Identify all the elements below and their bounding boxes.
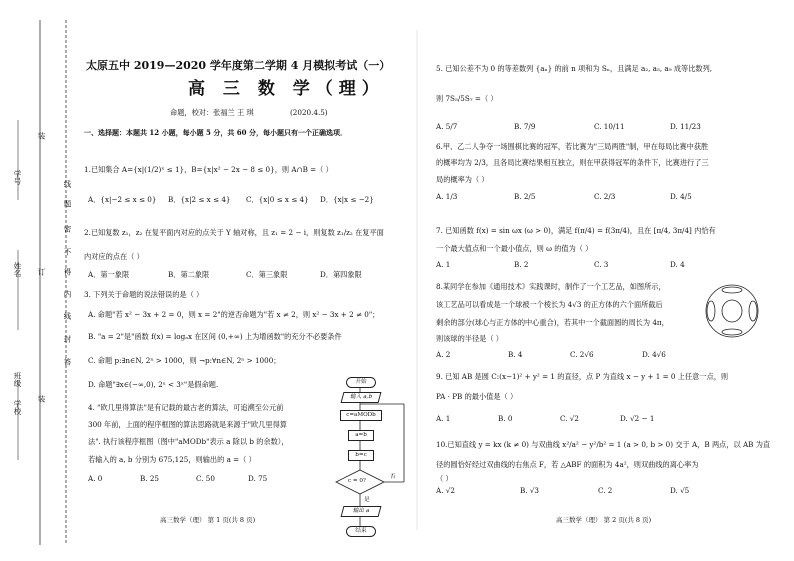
flowchart-input: 输入 a,b bbox=[341, 392, 382, 403]
flowchart bbox=[326, 374, 418, 544]
binding-margin bbox=[0, 0, 72, 561]
seal-char: 装 bbox=[37, 132, 46, 140]
q2-option-d: D．第四象限 bbox=[320, 270, 362, 279]
footer-right: 高三数学（理） 第 2 页(共 8 页) bbox=[556, 516, 652, 524]
q8-line4: 则该球的半径是（ ） bbox=[436, 334, 503, 343]
q5-option-c: C. 10/11 bbox=[594, 122, 625, 131]
q10-option-b: B. √3 bbox=[520, 486, 540, 495]
footer-left: 高三数学（理） 第 1 页(共 8 页) bbox=[160, 516, 256, 524]
q6-option-d: D. 4/5 bbox=[670, 192, 692, 201]
binding-label-class: 班级 bbox=[13, 372, 22, 387]
subject-title: 高 三 数 学（理） bbox=[188, 79, 385, 99]
q5-stem: 5. 已知公差不为 0 的等差数列 {aₙ} 的前 n 项和为 Sₙ，且满足 a₂, a₅, a₉ 成等比数列, bbox=[436, 64, 713, 73]
q7-option-d: D. 4 bbox=[670, 260, 685, 269]
q10-option-a: A. √2 bbox=[436, 486, 455, 495]
q3-stem: 3. 下列关于命题的说法错误的是（ ） bbox=[84, 290, 204, 299]
flowchart-step-a: a=b bbox=[348, 430, 374, 441]
seal-char: 装 bbox=[37, 395, 46, 403]
q1-option-d: D．{x|x ≤ −2} bbox=[320, 195, 374, 204]
q10-option-d: D. √5 bbox=[670, 486, 690, 495]
q10-line3: （ ） bbox=[436, 474, 453, 483]
flowchart-yes-label: 是 bbox=[364, 497, 370, 503]
q10-line1: 10.已知直线 y = kx (k ≠ 0) 与双曲线 x²/a² − y²/b² = 1 (a > 0, b > 0) 交于 A，B 两点，以 AB 为直 bbox=[436, 440, 771, 449]
q9-option-a: A. 1 bbox=[436, 414, 451, 423]
flowchart-step-b: b=c bbox=[348, 450, 374, 461]
q9-option-c: C. √2 bbox=[560, 414, 579, 423]
q7-line2: 一个最大值点和一个最小值点，则 ω 的值为（ ） bbox=[436, 244, 593, 253]
seal-char: 线 bbox=[63, 312, 72, 320]
flowchart-condition: c = 0? bbox=[348, 478, 366, 484]
q4-line1: 4. "欧几里得算法"是有记载的最古老的算法，可追溯至公元前 bbox=[88, 403, 284, 412]
q6-option-c: C. 2/3 bbox=[594, 192, 616, 201]
flowchart-output: 输出 a bbox=[341, 506, 382, 517]
q6-line2: 的概率均为 2/3，且各局比赛结果相互独立，则在甲获得冠军的条件下，比赛进行了三 bbox=[436, 158, 709, 167]
q1-option-b: B．{x|2 ≤ x ≤ 4} bbox=[168, 195, 231, 204]
q8-option-a: A. 2 bbox=[436, 350, 451, 359]
q5-stem2: 则 7S₅/5S₇ =（ ） bbox=[436, 94, 498, 103]
seal-char: 题 bbox=[63, 200, 72, 208]
q3-option-b: B. "a = 2"是"函数 f(x) = logₐx 在区间 (0,+∞) 上为增函数"的充分不必要条件 bbox=[88, 332, 342, 341]
binding-lines bbox=[0, 0, 72, 561]
seal-char: 封 bbox=[63, 335, 72, 343]
q2-option-c: C．第三象限 bbox=[246, 270, 288, 279]
q6-line1: 6.甲、乙二人争夺一场围棋比赛的冠军，若比赛为"三局两胜"制，甲在每局比赛中获胜 bbox=[436, 142, 709, 151]
seal-char: 订 bbox=[37, 268, 46, 276]
exam-date: (2020.4.5) bbox=[290, 108, 328, 117]
flowchart-no-label: 否 bbox=[390, 474, 396, 480]
q4-line4: 若输入的 a, b 分别为 675,125，则输出的 a =（ ） bbox=[88, 455, 256, 464]
q2-stem-line1: 2.已知复数 z₁，z₂ 在复平面内对应的点关于 Y 轴对称，且 z₁ = 2 − i，则复数 z₁/z₂ 在复平面 bbox=[84, 228, 384, 237]
q4-line3: 法". 执行该程序框图（图中"aMODb"表示 a 除以 b 的余数）， bbox=[88, 437, 289, 446]
q3-option-d: D. 命题"∃x∈(−∞,0), 2ˣ < 3ˣ"是假命题. bbox=[88, 380, 219, 389]
q6-option-a: A. 1/3 bbox=[436, 192, 458, 201]
q4-option-b: B. 25 bbox=[140, 474, 159, 483]
seal-char: 线 bbox=[63, 180, 72, 188]
q8-option-d: D. 4√6 bbox=[642, 350, 666, 359]
q4-option-c: C. 50 bbox=[196, 474, 215, 483]
q8-option-b: B. 4 bbox=[508, 350, 523, 359]
q4-line2: 300 年前，上面的程序框图的算法思路就是来源于"欧几里得算 bbox=[88, 420, 287, 429]
q1-option-a: A．{x|−2 ≤ x ≤ 0} bbox=[88, 195, 157, 204]
q1-option-c: C．{x|0 ≤ x ≤ 4} bbox=[246, 195, 309, 204]
q8-line2: 该工艺品可以看成是一个球被一个棱长为 4√3 的正方体的六个面所截后 bbox=[436, 300, 663, 309]
q1-stem: 1.已知集合 A={x|(1/2)ˣ ≤ 1}，B={x|x² − 2x − 8 ≤ 0}，则 A∩B =（ ） bbox=[84, 165, 333, 174]
q7-option-a: A. 1 bbox=[436, 260, 451, 269]
q9-option-d: D. √2 − 1 bbox=[620, 414, 655, 423]
q3-option-a: A. 命题"若 x² − 3x + 2 = 0，则 x = 2"的逆否命题为"若 x ≠ 2，则 x² − 3x + 2 ≠ 0"； bbox=[88, 310, 380, 319]
section-title: 一、选择题：本题共 12 小题，每小题 5 分，共 60 分，每小题只有一个正确选项． bbox=[84, 128, 347, 137]
binding-label-name: 姓名 bbox=[13, 262, 22, 277]
q7-line1: 7. 已知函数 f(x) = sin ωx (ω > 0)，满足 f(π/4) = f(3π/4)，且在 [π/4, 3π/4] 内恰有 bbox=[436, 226, 716, 235]
seal-char: 密 bbox=[63, 225, 72, 233]
q9-line2: PA · PB 的最小值是（ ） bbox=[436, 392, 518, 401]
flowchart-end: 结束 bbox=[346, 526, 376, 537]
q3-option-c: C. 命题 p:∃n∈N, 2ⁿ > 1000，则 ¬p:∀n∈N, 2ⁿ > 1000； bbox=[88, 356, 281, 365]
q8-line1: 8.某同学在参加《通用技术》实践课时，制作了一个工艺品，如图所示， bbox=[436, 282, 666, 291]
q9-option-b: B. 0 bbox=[498, 414, 513, 423]
seal-char: 答 bbox=[63, 358, 72, 366]
q9-line1: 9. 已知 AB 是圆 C:(x−1)² + y² = 1 的直径，点 P 为直线 x − y + 1 = 0 上任意一点，则 bbox=[436, 372, 729, 381]
exam-title: 太原五中 2019—2020 学年度第二学期 4 月模拟考试（一） bbox=[86, 59, 391, 72]
seal-char: 不 bbox=[63, 248, 72, 256]
q10-option-c: C. 2 bbox=[598, 486, 613, 495]
q6-line3: 局的概率为（ ） bbox=[436, 175, 489, 184]
q7-option-b: B. 2 bbox=[514, 260, 529, 269]
seal-char: 得 bbox=[63, 268, 72, 276]
q8-line3: 剩余的部分(球心与正方体的中心重合)，若其中一个截面圆的周长为 4π， bbox=[436, 318, 669, 327]
q2-option-b: B．第二象限 bbox=[168, 270, 210, 279]
q4-option-a: A. 0 bbox=[88, 474, 103, 483]
q5-option-b: B. 7/9 bbox=[514, 122, 536, 131]
q5-option-d: D. 11/23 bbox=[670, 122, 701, 131]
q6-option-b: B. 2/5 bbox=[514, 192, 536, 201]
flowchart-start: 开始 bbox=[346, 377, 376, 388]
q2-option-a: A．第一象限 bbox=[88, 270, 130, 279]
q2-stem-line2: 内对应的点在（ ） bbox=[84, 252, 144, 261]
q10-line2: 径的圆恰好经过双曲线的右焦点 F，若 △ABF 的面积为 4a²，则双曲线的离心率为 bbox=[436, 460, 699, 469]
q8-option-c: C. 2√6 bbox=[570, 350, 594, 359]
q8-sphere-figure bbox=[700, 282, 764, 340]
q4-option-d: D. 75 bbox=[248, 474, 268, 483]
binding-label-student-no: 学号 bbox=[13, 170, 22, 185]
q5-option-a: A. 5/7 bbox=[436, 122, 458, 131]
authors: 命题，校对：张福兰 王 琪 bbox=[170, 108, 254, 117]
q7-option-c: C. 3 bbox=[594, 260, 609, 269]
flowchart-step-mod: c=aMODb bbox=[340, 410, 382, 421]
binding-label-school: 学校 bbox=[13, 400, 22, 415]
seal-char: 内 bbox=[63, 290, 72, 298]
